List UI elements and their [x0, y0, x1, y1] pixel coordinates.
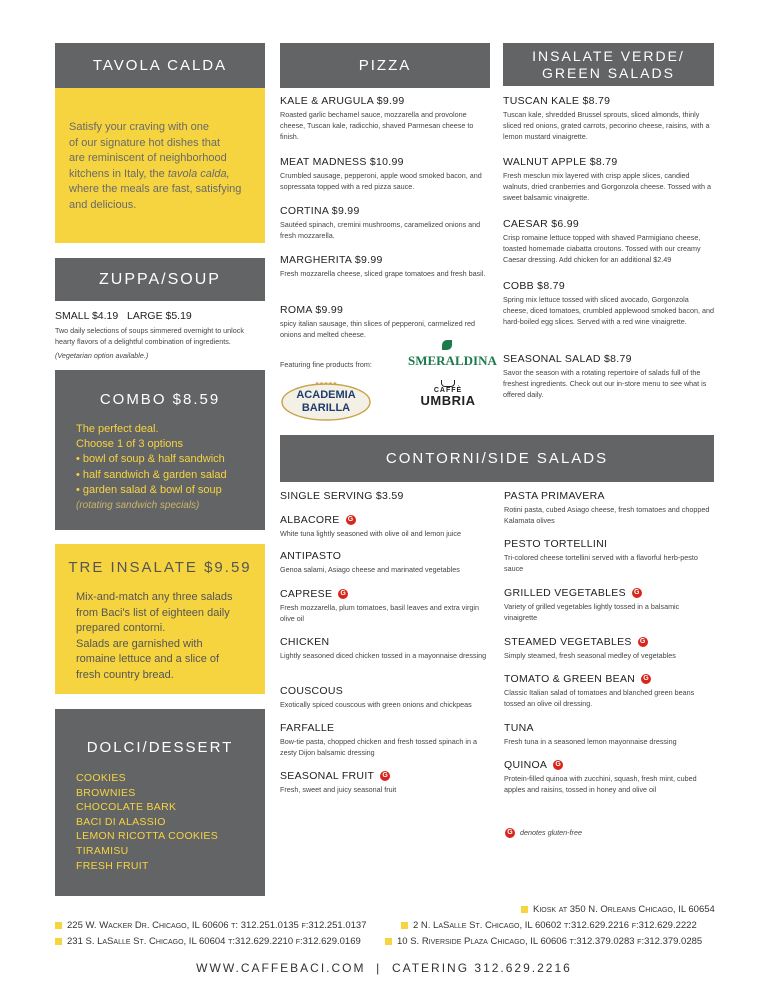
zuppa-prices: SMALL $4.19 LARGE $5.19: [55, 310, 192, 322]
pizza-item-desc: Sautéed spinach, cremini mushrooms, caramelized onions and fresh mozzarella.: [280, 220, 481, 241]
zuppa-header: ZUPPA/SOUP: [55, 258, 265, 301]
contorni-item-title: [504, 673, 714, 685]
salad-item: [503, 280, 714, 328]
contorni-item: [504, 722, 714, 747]
contorni-item: [280, 685, 490, 710]
tre-line: Salads are garnished with: [76, 637, 203, 650]
contorni-item-name: CHICKEN: [280, 636, 330, 648]
contorni-item-title: [504, 538, 714, 550]
smeraldina-logo: [408, 340, 497, 376]
salad-item-name: SEASONAL SALAD: [503, 353, 601, 365]
pizza-item: [280, 156, 490, 192]
intro-line: [69, 151, 255, 167]
salad-item-price: $8.79: [586, 156, 618, 168]
pizza-item-desc: Crumbled sausage, pepperoni, apple wood smoked bacon, and sopressata topped with a red pizza sauce.: [280, 171, 482, 192]
contorni-item-name: FARFALLE: [280, 722, 335, 734]
zuppa-desc: Two daily selections of soups simmered overnight to unlock hearty flavors of a delightful combination of ingredients.: [55, 326, 244, 347]
academia-text: ACADEMIA: [296, 389, 356, 401]
location-3-text: 231 S. LaSalle St. Chicago, IL 60604 t:312.629.2210 f:312.629.0169: [67, 936, 361, 947]
contorni-item-desc: Protein-filled quinoa with zucchini, squash, fresh mint, cubed apples and raisins, tossed in honey and olive oil: [504, 774, 697, 795]
gluten-free-icon: G: [553, 760, 563, 770]
tre-line: prepared contorni.: [76, 622, 166, 634]
location-4-text: 10 S. Riverside Plaza Chicago, IL 60606 t:312.379.0283 f:312.379.0285: [397, 936, 703, 947]
salad-item-name: TUSCAN KALE: [503, 95, 580, 107]
contorni-item-title: [280, 722, 490, 734]
contorni-item-name: SEASONAL FRUIT: [280, 770, 375, 782]
tavola-calda-header: TAVOLA CALDA: [55, 43, 265, 88]
location-bullet-icon: [385, 938, 392, 945]
pizza-item-title: [280, 205, 490, 217]
salad-item-desc: Tuscan kale, shredded Brussel sprouts, sliced almonds, thinly sliced red onions, grated carrots, pecorino cheese, raisins, with a lemon mustard vinaigrette.: [503, 110, 710, 142]
pizza-item: [280, 205, 490, 241]
dolci-box: [55, 709, 265, 896]
combo-header: COMBO $8.59: [99, 391, 221, 408]
dolci-item: FRESH FRUIT: [76, 859, 149, 872]
salad-item-price: $6.99: [547, 218, 579, 230]
intro-text: of our signature hot dishes that: [69, 136, 221, 149]
contorni-item: [280, 722, 490, 758]
contorni-item-name: TOMATO & GREEN BEAN: [504, 673, 636, 685]
contorni-header: CONTORNI/SIDE SALADS: [280, 435, 714, 482]
pizza-item-title: [280, 254, 490, 266]
barilla-text: BARILLA: [301, 402, 351, 414]
dolci-item: TIRAMISU: [76, 844, 129, 857]
pizza-item-price: $9.99: [312, 304, 344, 316]
pizza-header: PIZZA: [280, 43, 490, 88]
contorni-item-title: [280, 770, 490, 782]
gluten-free-legend: [505, 828, 582, 838]
pizza-item-name: MARGHERITA: [280, 254, 352, 266]
intro-italic: tavola calda,: [167, 167, 230, 180]
combo-options: [76, 422, 265, 513]
zuppa-note: (Vegetarian option available.): [55, 351, 149, 360]
intro-text: are reminiscent of neighborhood: [69, 152, 227, 164]
pizza-item: [280, 254, 490, 279]
salad-item-desc: Spring mix lettuce tossed with sliced avocado, Gorgonzola cheese, diced tomatoes, crumbled applewood smoked bacon, and hard-boiled egg slices. Served with a red wine vinaigrette.: [503, 295, 714, 327]
contorni-item-name: TUNA: [504, 722, 534, 734]
salad-item-name: CAESAR: [503, 218, 548, 230]
contorni-item: [504, 636, 714, 661]
combo-box: [55, 370, 265, 530]
pizza-item-desc: spicy italian sausage, thin slices of pepperoni, carmelized red onions and melted cheese.: [280, 319, 475, 340]
intro-text: where the meals are fast, satisfying: [69, 183, 242, 195]
dolci-item: CHOCOLATE BARK: [76, 801, 177, 814]
contorni-item-name: GRILLED VEGETABLES: [504, 587, 626, 599]
caffe-text: CAFFÈ: [433, 387, 463, 394]
contorni-item: [280, 514, 490, 539]
location-3: [55, 936, 361, 947]
contorni-item: [280, 636, 490, 661]
academia-stars: ★★★★★: [314, 381, 338, 387]
contorni-item-title: [504, 636, 714, 648]
contorni-item: [280, 588, 490, 624]
contorni-item-title: [504, 490, 714, 502]
pizza-item-desc: Roasted garlic bechamel sauce, mozzarella and provolone cheese, Tuscan kale, radicchio, shaved Parmesan cheese to finish.: [280, 110, 474, 142]
salad-item-price: $8.79: [600, 353, 632, 365]
tre-line: from Baci's list of eighteen daily: [76, 606, 230, 619]
salad-item-title: [503, 95, 714, 107]
intro-line: [69, 136, 255, 152]
smeraldina-text: SMERALDINA: [408, 353, 497, 368]
combo-line: The perfect deal.: [76, 423, 159, 435]
location-1: [55, 920, 366, 931]
contorni-item-title: [280, 685, 490, 697]
salad-item: [503, 353, 714, 401]
gluten-free-icon: G: [338, 589, 348, 599]
salad-item-desc: Crisp romaine lettuce topped with shaved Parmigiano cheese, toasted homemade ciabatta croutons. Tossed with our creamy Caesar dressing. Add chicken for an additional $2.49: [503, 233, 701, 265]
combo-line: (rotating sandwich specials): [76, 500, 200, 512]
tre-insalate-header: TRE INSALATE $9.59: [68, 559, 252, 576]
salad-item-price: $8.79: [579, 95, 611, 107]
tavola-calda-intro: [55, 88, 265, 243]
caffe-cup-icon: [441, 380, 455, 387]
location-1-text: 225 W. Wacker Dr. Chicago, IL 60606 t: 312.251.0135 f:312.251.0137: [67, 920, 367, 931]
salad-item-name: COBB: [503, 280, 534, 292]
footer-website-catering[interactable]: WWW.CAFFEBACI.COM | CATERING 312.629.2216: [196, 961, 572, 975]
contorni-item: [504, 538, 714, 574]
contorni-item-desc: Variety of grilled vegetables lightly tossed in a balsamic vinaigrette: [504, 602, 680, 623]
pizza-item: [280, 304, 490, 340]
gluten-free-note: denotes gluten-free: [520, 828, 582, 837]
tre-insalate-text: [76, 590, 265, 683]
contorni-item-desc: Fresh mozzarella, plum tomatoes, basil leaves and extra virgin olive oil: [280, 603, 479, 624]
contorni-item-name: COUSCOUS: [280, 685, 344, 697]
location-bullet-icon: [55, 938, 62, 945]
dolci-items: [76, 771, 265, 873]
contorni-item-title: [280, 588, 490, 600]
location-bullet-icon: [55, 922, 62, 929]
salads-header-line1: INSALATE VERDE/: [532, 48, 685, 64]
intro-line: [69, 167, 255, 183]
salad-item-title: [503, 353, 714, 365]
pizza-item-name: ROMA: [280, 304, 313, 316]
salad-item-name: WALNUT APPLE: [503, 156, 587, 168]
contorni-item: [280, 550, 490, 575]
salad-item-title: [503, 156, 714, 168]
tre-line: romaine lettuce and a slice of: [76, 653, 220, 665]
contorni-item-name: QUINOA: [504, 759, 548, 771]
dolci-header: DOLCI/DESSERT: [86, 739, 234, 756]
salad-item-desc: Savor the season with a rotating repertoire of salads full of the freshest ingredients. Check out our in-store menu to see what is offered daily.: [503, 368, 707, 400]
contorni-item-name: STEAMED VEGETABLES: [504, 636, 632, 648]
gluten-free-icon: G: [346, 515, 356, 525]
location-2: [401, 920, 697, 931]
featuring-text: Featuring fine products from:: [280, 360, 372, 369]
combo-line: • half sandwich & garden salad: [76, 468, 227, 481]
intro-line: [69, 182, 255, 198]
contorni-item: [504, 587, 714, 623]
salad-item-title: [503, 280, 714, 292]
single-serving-price: SINGLE SERVING $3.59: [280, 490, 404, 502]
combo-line: • bowl of soup & half sandwich: [76, 453, 225, 466]
caffe-umbria-logo: [416, 380, 480, 420]
pizza-item-price: $9.99: [328, 205, 360, 217]
dolci-item: BACI DI ALASSIO: [76, 815, 166, 828]
contorni-item-name: PASTA PRIMAVERA: [504, 490, 605, 502]
gluten-free-icon: G: [632, 588, 642, 598]
pizza-item-title: [280, 156, 490, 168]
pizza-item-title: [280, 304, 490, 316]
dolci-item: BROWNIES: [76, 786, 136, 799]
contorni-item-title: [280, 636, 490, 648]
tre-insalate-box: [55, 544, 265, 694]
pizza-item-title: [280, 95, 490, 107]
intro-text: kitchens in Italy, the: [69, 167, 168, 180]
salads-header-line2: GREEN SALADS: [542, 65, 675, 81]
dolci-item: COOKIES: [76, 772, 126, 784]
contorni-item: [280, 770, 490, 795]
location-kiosk: [521, 904, 715, 915]
pizza-item-price: $9.99: [373, 95, 405, 107]
salad-item: [503, 218, 714, 266]
contorni-item-title: [280, 550, 490, 562]
gluten-free-icon: G: [641, 674, 651, 684]
contorni-item-desc: White tuna lightly seasoned with olive oil and lemon juice: [280, 529, 461, 538]
location-kiosk-text: Kiosk at 350 N. Orleans Chicago, IL 60654: [533, 904, 715, 915]
location-bullet-icon: [521, 906, 528, 913]
contorni-item-desc: Genoa salami, Asiago cheese and marinated vegetables: [280, 565, 460, 574]
contorni-item-title: [504, 759, 714, 771]
salad-item-desc: Fresh mesclun mix layered with crisp apple slices, candied walnuts, dried cranberries and Gorgonzola cheese. Tossed with a sweet balsamic vinaigrette.: [503, 171, 712, 203]
tre-line: fresh country bread.: [76, 668, 174, 681]
salad-item-price: $8.79: [533, 280, 565, 292]
contorni-item-desc: Fresh, sweet and juicy seasonal fruit: [280, 785, 397, 794]
pizza-item: [280, 95, 490, 143]
contorni-item-desc: Bow-tie pasta, chopped chicken and fresh tossed spinach in a zesty Dijon balsamic dressing: [280, 737, 477, 758]
contorni-item-desc: Fresh tuna in a seasoned lemon mayonnaise dressing: [504, 737, 677, 746]
intro-text: and delicious.: [69, 198, 137, 211]
intro-text: Satisfy your craving with one: [69, 121, 210, 133]
contorni-item-name: ALBACORE: [280, 514, 340, 526]
umbria-text: UMBRIA: [420, 393, 476, 408]
pizza-item-desc: Fresh mozzarella cheese, sliced grape tomatoes and fresh basil.: [280, 269, 486, 278]
contorni-item-desc: Lightly seasoned diced chicken tossed in a mayonnaise dressing: [280, 651, 487, 660]
location-bullet-icon: [401, 922, 408, 929]
contorni-item-desc: Simply steamed, fresh seasonal medley of vegetables: [504, 651, 676, 660]
contorni-item-title: [280, 514, 490, 526]
tavola-intro-text: [69, 120, 255, 213]
combo-line: Choose 1 of 3 options: [76, 438, 184, 451]
dolci-item: LEMON RICOTTA COOKIES: [76, 830, 219, 843]
intro-line: [69, 120, 255, 136]
gluten-free-icon: G: [638, 637, 648, 647]
contorni-item-name: ANTIPASTO: [280, 550, 342, 562]
pizza-item-name: KALE & ARUGULA: [280, 95, 374, 107]
pizza-item-price: $10.99: [366, 156, 404, 168]
combo-line: • garden salad & bowl of soup: [76, 483, 222, 496]
gluten-free-icon: G: [380, 771, 390, 781]
location-4: [385, 936, 702, 947]
contorni-item-name: PESTO TORTELLINI: [504, 538, 608, 550]
salad-item-title: [503, 218, 714, 230]
salad-item: [503, 95, 714, 143]
pizza-item-price: $9.99: [351, 254, 383, 266]
gluten-free-icon: G: [505, 828, 515, 838]
pizza-item-name: MEAT MADNESS: [280, 156, 367, 168]
academia-barilla-logo: [280, 378, 372, 422]
pizza-item-name: CORTINA: [280, 205, 329, 217]
intro-line: [69, 198, 255, 214]
tre-line: Mix-and-match any three salads: [76, 591, 233, 603]
contorni-item: [504, 759, 714, 795]
contorni-item-desc: Exotically spiced couscous with green onions and chickpeas: [280, 700, 472, 709]
contorni-item: [504, 490, 714, 526]
contorni-item-desc: Classic Italian salad of tomatoes and blanched green beans tossed an olive oil dressing.: [504, 688, 695, 709]
salad-item: [503, 156, 714, 204]
smeraldina-leaf-icon: [442, 340, 452, 350]
contorni-item-desc: Rotini pasta, cubed Asiago cheese, fresh tomatoes and chopped Kalamata olives: [504, 505, 710, 526]
contorni-item-name: CAPRESE: [280, 588, 333, 600]
salads-header: [503, 43, 714, 86]
contorni-item-desc: Tri-colored cheese tortellini served with a flavorful herb-pesto sauce: [504, 553, 698, 574]
contorni-item-title: [504, 587, 714, 599]
contorni-item: [504, 673, 714, 709]
location-2-text: 2 N. LaSalle St. Chicago, IL 60602 t:312.629.2216 f:312.629.2222: [413, 920, 697, 931]
contorni-item-title: [504, 722, 714, 734]
